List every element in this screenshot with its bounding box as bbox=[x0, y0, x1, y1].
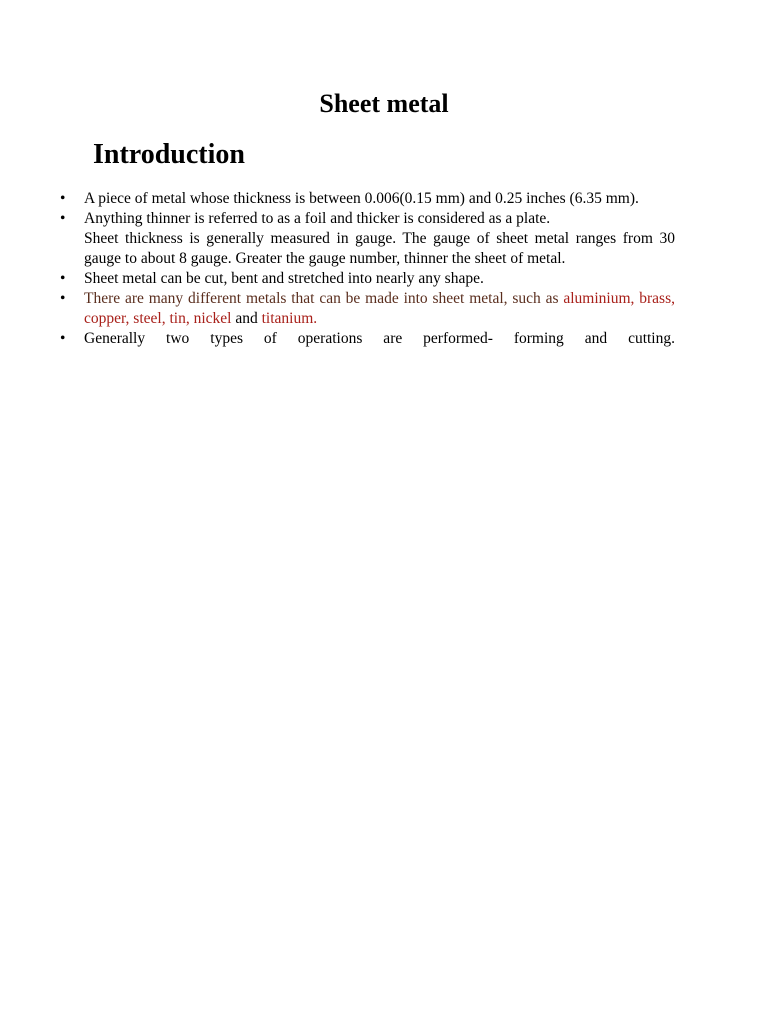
metal-name-last: titanium. bbox=[261, 310, 318, 327]
list-item bbox=[60, 189, 675, 209]
list-item-continuation: Sheet thickness is generally measured in gauge. The gauge of sheet metal ranges from 30 gauge to about 8 gauge. Greater the gauge number, thinner the sheet of metal. bbox=[84, 230, 675, 267]
document-title: Sheet metal bbox=[319, 89, 449, 118]
bullet-list bbox=[60, 189, 675, 349]
list-item-text: Sheet metal can be cut, bent and stretched into nearly any shape. bbox=[84, 270, 484, 287]
bullet-icon bbox=[60, 269, 70, 289]
bullet-icon bbox=[60, 329, 70, 349]
list-item bbox=[60, 329, 675, 349]
conjunction-text: and bbox=[235, 310, 258, 327]
list-item bbox=[60, 289, 675, 329]
bullet-icon bbox=[60, 189, 70, 209]
list-item-text: There are many different metals that can be made into sheet metal, such as bbox=[84, 290, 559, 307]
list-item-text: Anything thinner is referred to as a foil and thicker is considered as a plate. bbox=[84, 210, 551, 227]
list-item-text: A piece of metal whose thickness is between 0.006(0.15 mm) and 0.25 inches (6.35 mm). bbox=[84, 190, 639, 207]
list-item bbox=[60, 209, 675, 269]
metal-names: aluminium, brass, copper, steel, tin, nickel bbox=[84, 290, 675, 327]
list-item bbox=[60, 269, 675, 289]
section-heading-introduction: Introduction bbox=[93, 139, 245, 170]
bullet-icon bbox=[60, 289, 70, 309]
list-item-text: Generally two types of operations are performed- forming and cutting. bbox=[84, 330, 675, 347]
bullet-icon bbox=[60, 209, 70, 229]
